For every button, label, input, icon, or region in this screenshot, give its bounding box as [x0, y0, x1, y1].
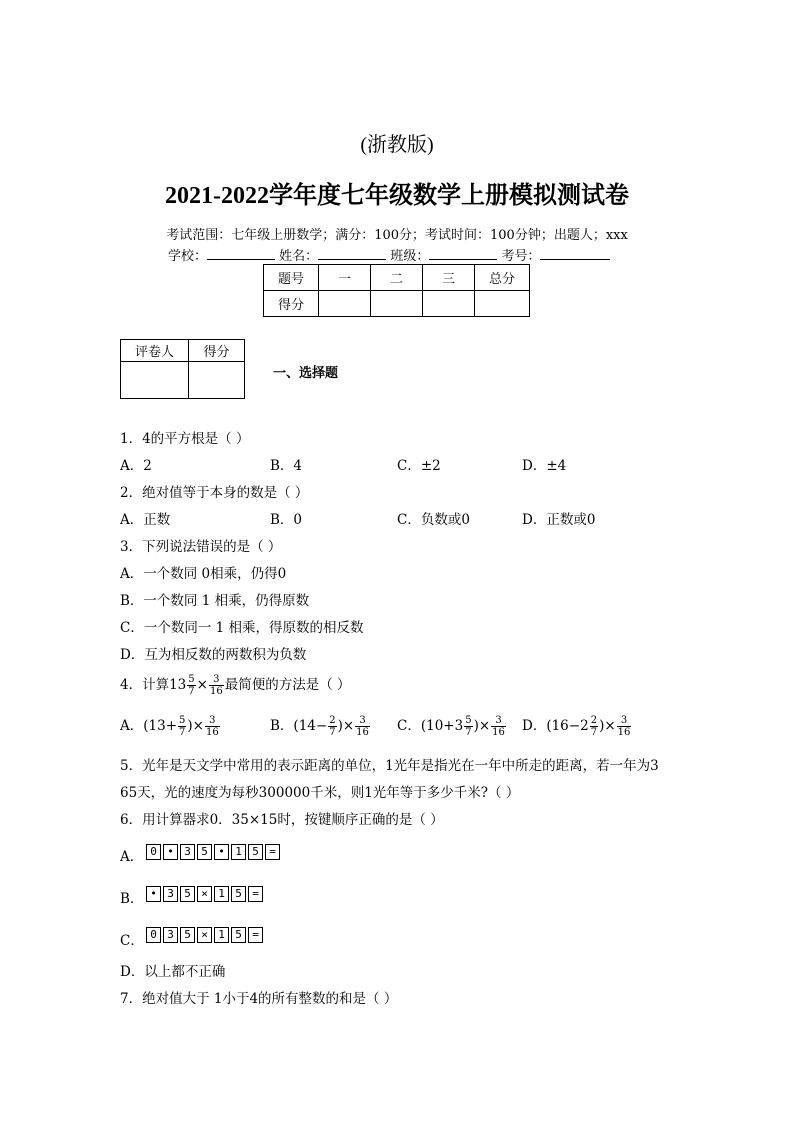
option[interactable]: C．(10+3 $\frac{5}{7}$ )× $\frac{3}{16}$ [397, 715, 505, 738]
score-cell[interactable] [423, 291, 475, 317]
grader-table [120, 339, 245, 399]
option[interactable]: B．4 [270, 458, 303, 474]
score-cell[interactable] [319, 291, 371, 317]
question-stem: 4．计算13 $\frac{5}{7}$ × $\frac{3}{16}$ 最简便的方法是（ ） [120, 674, 351, 697]
school-blank[interactable] [207, 247, 275, 260]
key-5: 5 [180, 927, 195, 943]
name-label: 姓名： [279, 249, 319, 264]
grader-header: 得分 [189, 340, 245, 362]
option[interactable]: A．正数 [120, 512, 171, 528]
key-1: 1 [214, 886, 229, 902]
option-d[interactable]: D．以上都不正确 [120, 964, 226, 980]
question-stem: 7．绝对值大于 1小于4的所有整数的和是（ ） [120, 991, 398, 1007]
key-0: 0 [146, 844, 161, 860]
option[interactable]: C．±2 [397, 458, 441, 474]
option[interactable]: B．一个数同 1 相乘，仍得原数 [120, 593, 310, 609]
key-5: 5 [231, 886, 246, 902]
question-stem: 2．绝对值等于本身的数是（ ） [120, 485, 309, 501]
option[interactable]: D．正数或0 [522, 512, 596, 528]
key-equals: = [248, 927, 263, 943]
exam-info: 考试范围：七年级上册数学；满分：100分；考试时间：100分钟；出题人；xxx [166, 228, 628, 243]
school-label: 学校： [168, 249, 208, 264]
option[interactable]: D．±4 [522, 458, 567, 474]
score-header: 一 [319, 265, 371, 291]
key-3: 3 [163, 927, 178, 943]
score-header: 三 [423, 265, 475, 291]
section-title: 一、选择题 [273, 366, 339, 381]
key-3: 3 [163, 886, 178, 902]
key-dot: • [214, 844, 229, 860]
key-sequence-b [146, 883, 265, 902]
subtitle: (浙教版) [360, 134, 434, 156]
key-dot: • [163, 844, 178, 860]
key-5: 5 [248, 844, 263, 860]
page-title: 2021-2022学年度七年级数学上册模拟测试卷 [165, 183, 629, 209]
key-equals: = [248, 886, 263, 902]
option[interactable]: A．2 [120, 458, 152, 474]
key-1: 1 [231, 844, 246, 860]
option[interactable]: D．(16−2 $\frac{2}{7}$ )× $\frac{3}{16}$ [522, 715, 631, 738]
option[interactable]: C．负数或0 [397, 512, 470, 528]
score-table [263, 264, 530, 317]
option[interactable]: C．一个数同一 1 相乘，得原数的相反数 [120, 620, 364, 636]
id-blank[interactable] [540, 247, 610, 260]
class-blank[interactable] [429, 247, 497, 260]
question-stem: 1．4的平方根是（ ） [120, 431, 250, 447]
key-sequence-a [146, 841, 282, 860]
key-5: 5 [197, 844, 212, 860]
option[interactable]: A．(13+ $\frac{5}{7}$ )× $\frac{3}{16}$ [120, 715, 219, 738]
score-row-label: 得分 [264, 291, 319, 317]
class-label: 班级： [390, 249, 430, 264]
score-header: 总分 [475, 265, 530, 291]
option-b[interactable]: B． [120, 891, 144, 907]
option[interactable]: D．互为相反数的两数积为负数 [120, 647, 307, 663]
option[interactable]: B．(14− $\frac{2}{7}$ )× $\frac{3}{16}$ [270, 715, 369, 738]
question-stem: 3．下列说法错误的是（ ） [120, 539, 282, 555]
name-blank[interactable] [318, 247, 386, 260]
key-dot: • [146, 886, 161, 902]
score-header: 二 [371, 265, 423, 291]
key-3: 3 [180, 844, 195, 860]
option[interactable]: A．一个数同 0相乘，仍得0 [120, 566, 287, 582]
key-times: × [197, 886, 212, 902]
key-0: 0 [146, 927, 161, 943]
key-times: × [197, 927, 212, 943]
question-stem-cont: 65天，光的速度为每秒300000千米，则1光年等于多少千米?（ ） [120, 785, 520, 801]
score-header: 题号 [264, 265, 319, 291]
question-stem: 6．用计算器求0．35×15时，按键顺序正确的是（ ） [120, 812, 444, 828]
key-sequence-c [146, 924, 265, 943]
key-5: 5 [180, 886, 195, 902]
key-1: 1 [214, 927, 229, 943]
option-a[interactable]: A． [120, 849, 144, 865]
grader-cell[interactable] [189, 362, 245, 399]
key-5: 5 [231, 927, 246, 943]
student-fields [168, 245, 610, 264]
grader-header: 评卷人 [121, 340, 189, 362]
option[interactable]: B．0 [270, 512, 303, 528]
key-equals: = [265, 844, 280, 860]
option-c[interactable]: C． [120, 933, 144, 949]
grader-cell[interactable] [121, 362, 189, 399]
score-cell[interactable] [371, 291, 423, 317]
question-stem: 5．光年是天文学中常用的表示距离的单位，1光年是指光在一年中所走的距离，若一年为3 [120, 758, 659, 774]
score-cell[interactable] [475, 291, 530, 317]
id-label: 考号： [501, 249, 541, 264]
